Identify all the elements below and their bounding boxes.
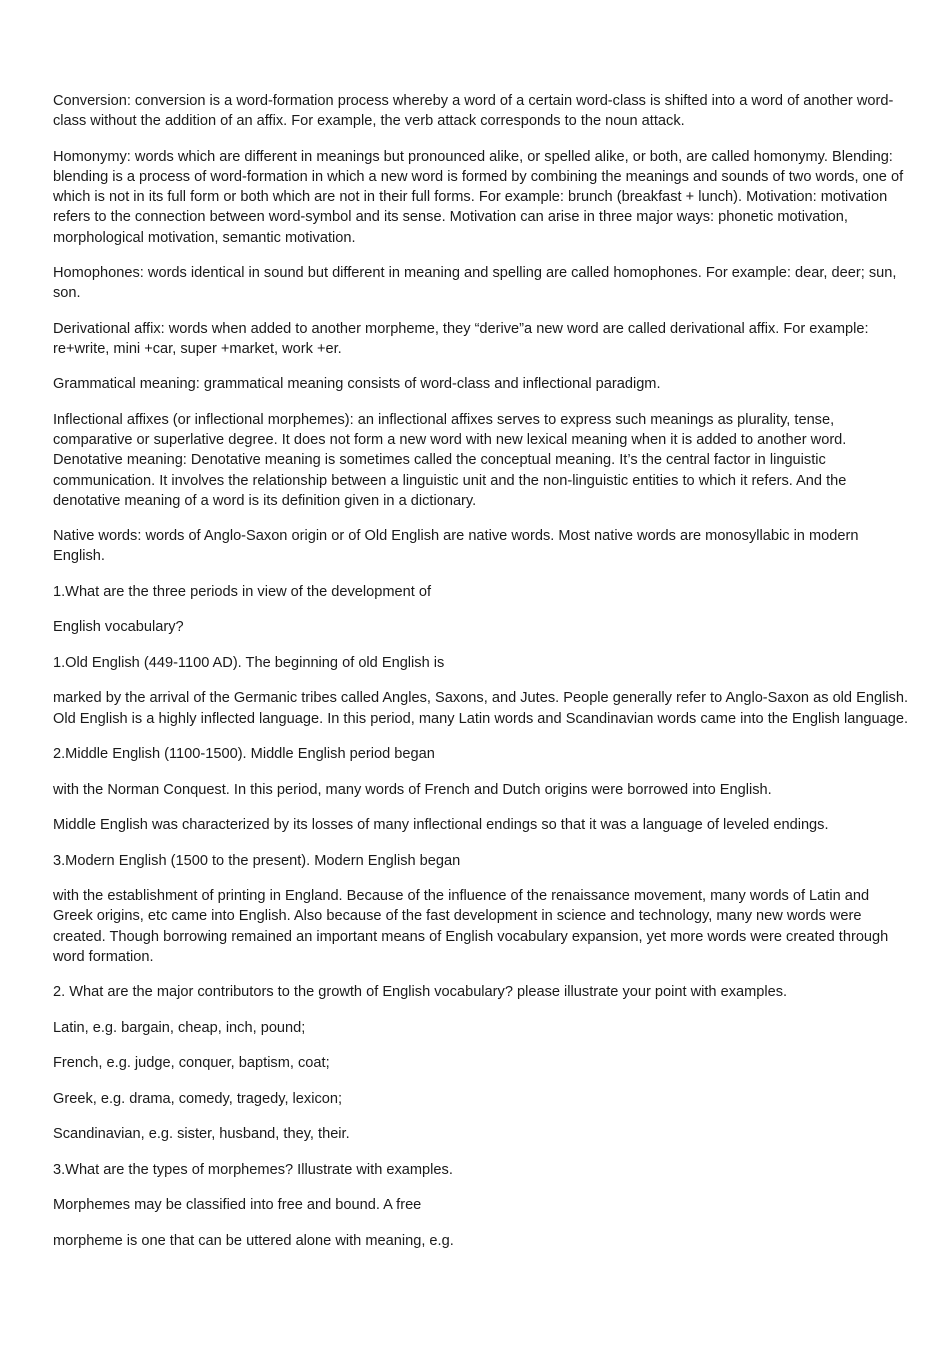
question-3: 3.What are the types of morphemes? Illustrate with examples. xyxy=(53,1161,453,1178)
middle-english-body-2: Middle English was characterized by its losses of many inflectional endings so that it was a language of leveled endings. xyxy=(53,817,829,834)
question-1-line-1: 1.What are the three periods in view of the development of xyxy=(53,583,432,600)
paragraph-grammatical-meaning: Grammatical meaning: grammatical meaning consists of word-class and inflectional paradigm. xyxy=(53,376,661,393)
example-greek: Greek, e.g. drama, comedy, tragedy, lexicon; xyxy=(53,1090,343,1107)
morphemes-line-1: Morphemes may be classified into free and bound. A free xyxy=(53,1197,422,1214)
example-latin: Latin, e.g. bargain, cheap, inch, pound; xyxy=(53,1019,306,1036)
example-scandinavian: Scandinavian, e.g. sister, husband, they, their. xyxy=(53,1126,350,1143)
old-english-body: marked by the arrival of the Germanic tribes called Angles, Saxons, and Jutes. People generally refer to Anglo-Saxon as old English. Old English is a highly inflected language. In this period, many Latin words and Scandinavian words came into the English language. xyxy=(53,690,909,727)
question-2: 2. What are the major contributors to the growth of English vocabulary? please illustrate your point with examples. xyxy=(53,984,788,1001)
old-english-heading: 1.Old English (449-1100 AD). The beginning of old English is xyxy=(53,654,445,671)
paragraph-inflectional-affixes: Inflectional affixes (or inflectional morphemes): an inflectional affixes serves to express such meanings as plurality, tense, comparative or superlative degree. It does not form a new word with new lexical meaning when it is added to another word. Denotative meaning: Denotative meaning is sometimes called the conceptual meaning. It’s the central factor in linguistic communication. It involves the relationship between a linguistic unit and the non-linguistic entities to which it refers. And the denotative meaning of a word is its definition given in a dictionary. xyxy=(53,411,847,509)
paragraph-homophones: Homophones: words identical in sound but different in meaning and spelling are called homophones. For example: dear, deer; sun, son. xyxy=(53,265,897,302)
modern-english-heading: 3.Modern English (1500 to the present). Modern English began xyxy=(53,852,461,869)
document-body xyxy=(53,91,909,1266)
morphemes-line-2: morpheme is one that can be uttered alone with meaning, e.g. xyxy=(53,1232,454,1249)
paragraph-derivational-affix: Derivational affix: words when added to another morpheme, they “derive”a new word are called derivational affix. For example: re+write, mini +car, super +market, work +er. xyxy=(53,320,869,357)
middle-english-body: with the Norman Conquest. In this period, many words of French and Dutch origins were borrowed into English. xyxy=(53,781,772,798)
paragraph-conversion: Conversion: conversion is a word-formation process whereby a word of a certain word-class is shifted into a word of another word-class without the addition of an affix. For example, the verb attack corresponds to the noun attack. xyxy=(53,93,894,130)
paragraph-native-words: Native words: words of Anglo-Saxon origin or of Old English are native words. Most native words are monosyllabic in modern English. xyxy=(53,528,859,565)
paragraph-homonymy-blending-motivation: Homonymy: words which are different in meanings but pronounced alike, or spelled alike, or both, are called homonymy. Blending: blending is a process of word-formation in which a new word is formed by combining the meanings and sounds of two words, one of which is not in its full form or both which are not in their full forms. For example: brunch (breakfast + lunch). Motivation: motivation refers to the connection between word-symbol and its sense. Motivation can arise in three major ways: phonetic motivation, morphological motivation, semantic motivation. xyxy=(53,148,904,246)
middle-english-heading: 2.Middle English (1100-1500). Middle English period began xyxy=(53,746,435,763)
example-french: French, e.g. judge, conquer, baptism, coat; xyxy=(53,1055,330,1072)
modern-english-body: with the establishment of printing in England. Because of the influence of the renaissance movement, many words of Latin and Greek origins, etc came into English. Also because of the fast development in science and technology, many new words were created. Though borrowing remained an important means of English vocabulary expansion, yet more words were created through word formation. xyxy=(53,888,889,965)
question-1-line-2: English vocabulary? xyxy=(53,619,184,636)
